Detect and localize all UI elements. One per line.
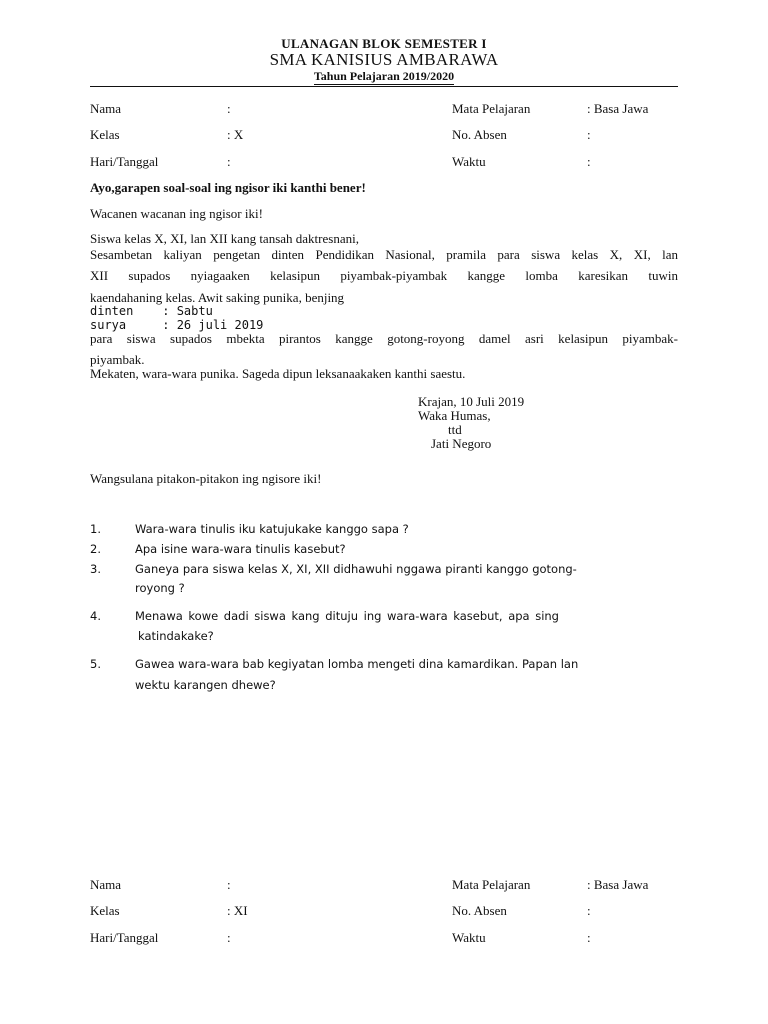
school-name: SMA KANISIUS AMBARAWA xyxy=(269,50,499,69)
signature-role: Waka Humas, xyxy=(418,408,491,423)
question-text: Ganeya para siswa kelas X, XI, XII didhawuhi nggawa piranti kanggo gotong- xyxy=(135,562,577,576)
nama-field[interactable]: : xyxy=(227,877,231,892)
question-text-continued: royong ? xyxy=(135,581,185,595)
signature-name: Jati Negoro xyxy=(431,436,492,451)
signature-ttd: ttd xyxy=(448,422,462,437)
question-number: 3. xyxy=(90,562,101,576)
nama-label: Nama xyxy=(90,877,122,892)
absen-label: No. Absen xyxy=(452,903,507,918)
waktu-label: Waktu xyxy=(452,930,486,945)
reading-intro: Wacanen wacanan ing ngisor iki! xyxy=(90,206,263,221)
passage-line: Siswa kelas X, XI, lan XII kang tansah daktresnani, xyxy=(90,231,359,246)
waktu-field[interactable]: : xyxy=(587,154,591,169)
mapel-value: : Basa Jawa xyxy=(587,877,649,892)
passage-line: Sesambetan kaliyan pengetan dinten Pendidikan Nasional, pramila para siswa kelas X, XI, lan xyxy=(90,247,678,262)
exam-title: ULANAGAN BLOK SEMESTER I xyxy=(281,36,487,51)
waktu-field[interactable]: : xyxy=(587,930,591,945)
question-text-continued: katindakake? xyxy=(138,629,214,643)
mapel-label: Mata Pelajaran xyxy=(452,101,531,116)
absen-label: No. Absen xyxy=(452,127,507,142)
question-text: Gawea wara-wara bab kegiyatan lomba mengeti dina kamardikan. Papan lan xyxy=(135,657,579,671)
kelas-label: Kelas xyxy=(90,903,120,918)
header-divider xyxy=(90,86,678,87)
hari-label: Hari/Tanggal xyxy=(90,154,159,169)
absen-field[interactable]: : xyxy=(587,127,591,142)
nama-label: Nama xyxy=(90,101,122,116)
question-number: 2. xyxy=(90,542,101,556)
question-text: Menawa kowe dadi siswa kang dituju ing wara-wara kasebut, apa sing xyxy=(135,609,559,623)
kelas-value: : XI xyxy=(227,903,248,918)
question-number: 5. xyxy=(90,657,101,671)
academic-year xyxy=(0,69,768,84)
academic-year-text: Tahun Pelajaran 2019/2020 xyxy=(313,69,455,83)
mapel-value: : Basa Jawa xyxy=(587,101,649,116)
passage-line: kaendahaning kelas. Awit saking punika, benjing xyxy=(90,290,345,305)
question-text-continued: wektu karangen dhewe? xyxy=(135,678,276,692)
passage-line: para siswa supados mbekta pirantos kangge gotong-royong damel asri kelasipun piyambak- xyxy=(90,331,678,346)
question-text: Wara-wara tinulis iku katujukake kanggo sapa ? xyxy=(135,522,409,536)
passage-line: Mekaten, wara-wara punika. Sageda dipun leksanaakaken kanthi saestu. xyxy=(90,366,466,381)
instruction: Ayo,garapen soal-soal ing ngisor iki kanthi bener! xyxy=(90,180,366,195)
passage-line: XII supados nyiagaaken kelasipun piyambak-piyambak kangge lomba karesikan tuwin xyxy=(90,268,678,283)
kelas-label: Kelas xyxy=(90,127,120,142)
question-number: 4. xyxy=(90,609,101,623)
passage-line: piyambak. xyxy=(90,352,145,367)
questions-intro: Wangsulana pitakon-pitakon ing ngisore iki! xyxy=(90,471,322,486)
passage-dinten: dinten : Sabtu xyxy=(90,304,213,318)
mapel-label: Mata Pelajaran xyxy=(452,877,531,892)
hari-label: Hari/Tanggal xyxy=(90,930,159,945)
nama-field[interactable]: : xyxy=(227,101,231,116)
waktu-label: Waktu xyxy=(452,154,486,169)
question-text: Apa isine wara-wara tinulis kasebut? xyxy=(135,542,346,556)
absen-field[interactable]: : xyxy=(587,903,591,918)
kelas-value: : X xyxy=(227,127,244,142)
signature-place-date: Krajan, 10 Juli 2019 xyxy=(418,394,525,409)
passage-surya: surya : 26 juli 2019 xyxy=(90,318,264,332)
hari-field[interactable]: : xyxy=(227,930,231,945)
question-number: 1. xyxy=(90,522,101,536)
hari-field[interactable]: : xyxy=(227,154,231,169)
